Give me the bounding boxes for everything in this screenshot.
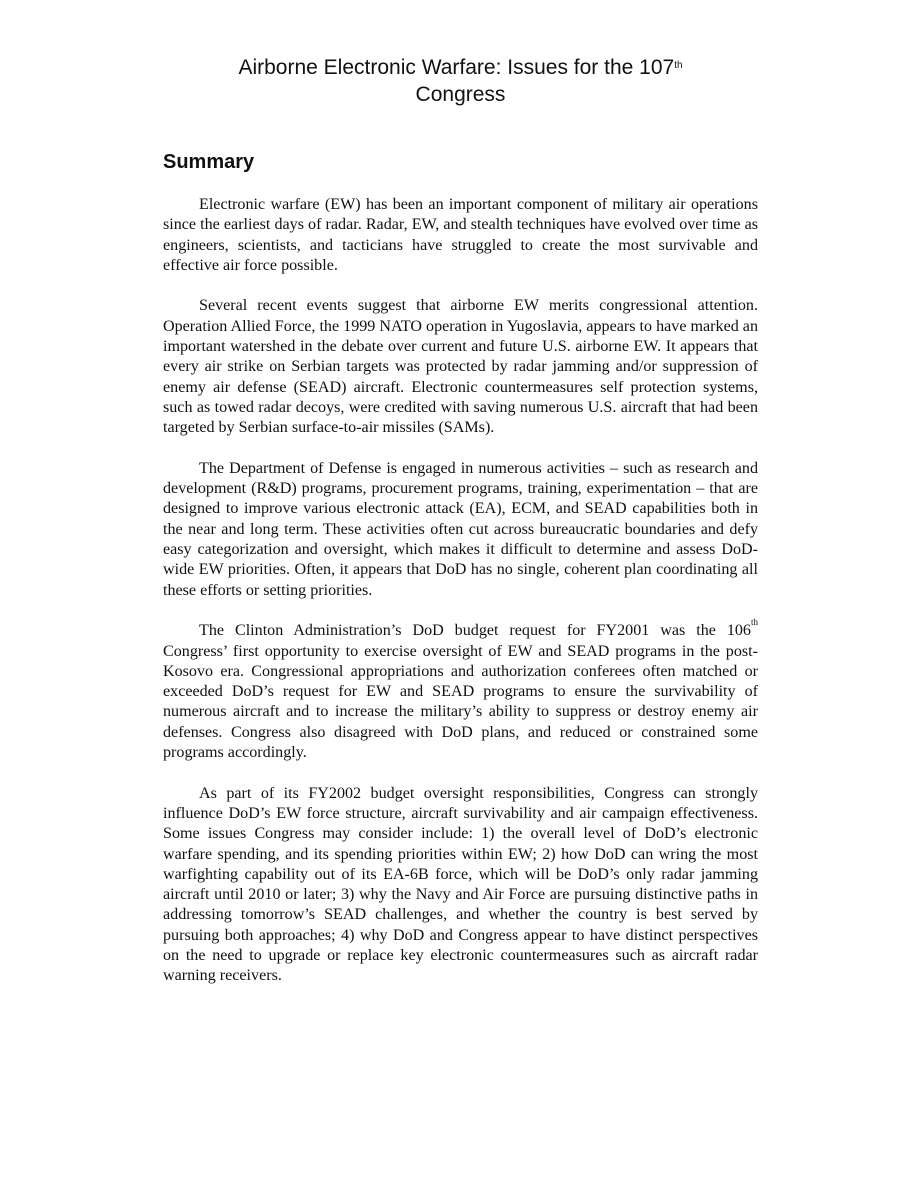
paragraph-5: As part of its FY2002 budget oversight responsibilities, Congress can strongly influence DoD’s EW force structure, aircraft survivability and air campaign effectiveness. Some issues Congress may consider include: 1) the overall level of DoD’s electronic warfare spending, and its spending priorities within EW; 2) how DoD can wring the most warfighting capability out of its EA-6B force, which will be DoD’s only radar jamming aircraft until 2010 or later; 3) why the Navy and Air Force are pursuing distinctive paths in addressing tomorrow’s SEAD challenges, and whether the country is best served by pursuing both approaches; 4) why DoD and Congress appear to have distinct perspectives on the need to upgrade or replace key electronic countermeasures such as aircraft radar warning receivers.: [163, 784, 758, 985]
paragraph-2: Several recent events suggest that airborne EW merits congressional attention. Operation Allied Force, the 1999 NATO operation in Yugoslavia, appears to have marked an important watershed in the debate over current and future U.S. airborne EW. It appears that every air strike on Serbian targets was protected by radar jamming and/or suppression of enemy air defense (SEAD) aircraft. Electronic countermeasures self protection systems, such as towed radar decoys, were credited with saving numerous U.S. aircraft that had been targeted by Serbian surface-to-air missiles (SAMs).: [163, 297, 758, 437]
section-heading-summary: Summary: [163, 151, 255, 173]
title-superscript: th: [674, 60, 683, 71]
paragraph-4-superscript: th: [750, 617, 758, 628]
paragraph-1: Electronic warfare (EW) has been an important component of military air operations since the earliest days of radar. Radar, EW, and stealth techniques have evolved over time as engineers, scientists, and tacticians have struggled to create the most survivable and effective air force possible.: [163, 196, 758, 274]
paragraph-4-before: The Clinton Administration’s DoD budget request for FY2001 was the 106: [199, 622, 751, 640]
title-line-1: [163, 54, 758, 81]
title-line-2: Congress: [415, 83, 506, 106]
summary-body: [163, 195, 758, 1007]
paragraph-4: [163, 617, 758, 763]
paragraph-3: The Department of Defense is engaged in numerous activities – such as research and development (R&D) programs, procurement programs, training, experimentation – that are designed to improve various electronic attack (EA), ECM, and SEAD capabilities both in the near and long term. These activities often cut across bureaucratic boundaries and defy easy categorization and oversight, which makes it difficult to determine and assess DoD-wide EW priorities. Often, it appears that DoD has no single, coherent plan coordinating all these efforts or setting priorities.: [163, 459, 758, 599]
paragraph-4-after: Congress’ first opportunity to exercise oversight of EW and SEAD programs in the post-Kosovo era. Congressional appropriations and authorization conferees often matched or exceeded DoD’s request for EW and SEAD programs to ensure the survivability of numerous aircraft and to increase the military’s ability to suppress or destroy enemy air defenses. Congress also disagreed with DoD plans, and reduced or constrained some programs accordingly.: [163, 642, 758, 762]
title-text: Airborne Electronic Warfare: Issues for the 107: [238, 56, 675, 79]
document-title: [163, 54, 758, 108]
